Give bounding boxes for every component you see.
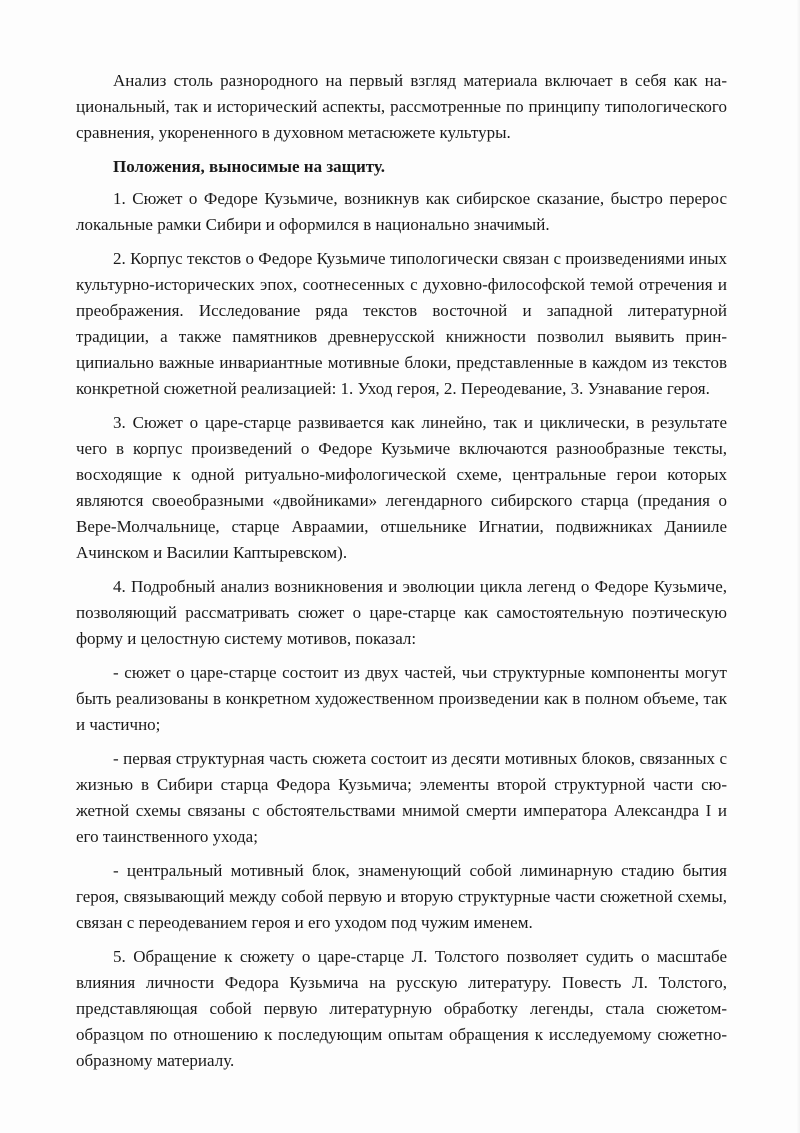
thesis-3-paragraph: 3. Сюжет о царе-старце развивается как линейно, так и циклически, в результате чего в корпус произведений о Федоре Кузьмиче включаются разнообразные тексты, восходящие к одной ритуально-мифологической схеме, центральные герои которых являются своеобразными «двойниками» легендарного сибирского старца (предания о Вере-Молчальнице, старце Авраамии, отшельнике Игнатии, подвижниках Данииле Ачинском и Василии Каптыревском). (76, 413, 727, 562)
thesis-1-paragraph: 1. Сюжет о Федоре Кузьмиче, возникнув как сибирское сказание, быстро перерос локальные рамки Сибири и оформился в национально значимый. (76, 189, 727, 234)
thesis-2-paragraph: 2. Корпус текстов о Федоре Кузьмиче типологически связан с произведениями иных культурно-исторических эпох, соотнесенных с духовно-философской темой отречения и преображения. Исследование ряда текстов восточной и западной литературной традиции, а также памятников древнерусской книжности позволил выявить принципиально важные инвариантные мотивные блоки, представленные в каждом из текстов конкретной сюжетной реализацией: 1. Уход героя, 2. Переодевание, 3. Узнавание героя. (76, 249, 727, 398)
thesis-4-paragraph: 4. Подробный анализ возникновения и эволюции цикла легенд о Федоре Кузьмиче, позволяющий рассматривать сюжет о царе-старце как самостоятельную поэтическую форму и целостную систему мотивов, показал: (76, 577, 727, 648)
thesis-4-item-2: - первая структурная часть сюжета состоит из десяти мотивных блоков, связанных с жизнью в Сибири старца Федора Кузьмича; элементы второй структурной части сюжетной схемы связаны с обстоятельствами мнимой смерти императора Александра I и его таинственного ухода; (76, 749, 727, 846)
intro-paragraph: Анализ столь разнородного на первый взгляд материала включает в себя как национальный, так и исторический аспекты, рассмотренные по принципу типологического сравнения, укорененного в духовном метасюжете культуры. (76, 71, 727, 142)
thesis-4-item-3: - центральный мотивный блок, знаменующий собой лиминарную стадию бытия героя, связывающий между собой первую и вторую структурные части сюжетной схемы, связан с переодеванием героя и его уходом под чужим именем. (76, 861, 727, 932)
thesis-4-item-1: - сюжет о царе-старце состоит из двух частей, чьи структурные компоненты могут быть реализованы в конкретном художественном произведении как в полном объеме, так и частично; (76, 663, 727, 734)
scan-edge-shadow (796, 0, 800, 1133)
section-heading: Положения, выносимые на защиту. (113, 157, 385, 176)
page-body (76, 68, 727, 1082)
thesis-5-paragraph: 5. Обращение к сюжету о царе-старце Л. Толстого позволяет судить о масштабе влияния личности Федора Кузьмича на русскую литературу. Повесть Л. Толстого, представляющая собой первую литературную обработку легенды, стала сюжетом-образцом по отношению к последующим опытам обращения к исследуемому сюжетно-образному материалу. (76, 947, 727, 1070)
